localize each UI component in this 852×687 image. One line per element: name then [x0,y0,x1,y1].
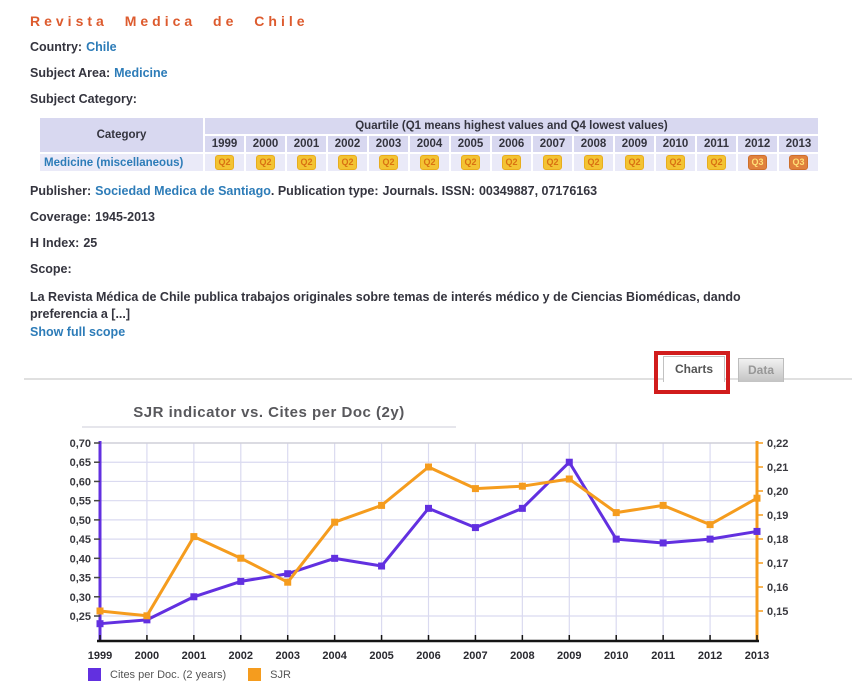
year-header: 2000 [246,136,285,152]
quartile-cell [697,154,736,171]
data-point [754,528,761,535]
quartile-badge: Q2 [707,155,725,170]
data-point [613,509,620,516]
legend-item [88,668,226,681]
quartile-cell [533,154,572,171]
annotation-red-box [654,351,730,394]
data-point [707,536,714,543]
x-axis-tick-label: 2002 [228,650,254,662]
year-header: 1999 [205,136,244,152]
chart-section [0,404,852,681]
x-axis-tick-label: 2010 [603,650,629,662]
publication-type-label: Publication type: [277,184,379,198]
x-axis-tick-label: 2007 [463,650,488,662]
x-axis-tick-label: 2005 [369,650,394,662]
quartile-cell [205,154,244,171]
coverage-value: 1945-2013 [95,210,155,224]
year-header: 2007 [533,136,572,152]
left-axis [70,438,100,641]
data-point [566,476,573,483]
subject-area-label: Subject Area: [30,66,111,80]
data-point [331,555,338,562]
data-point [707,521,714,528]
scope-row [30,262,852,277]
legend-label: Cites per Doc. (2 years) [110,668,227,681]
tab-charts[interactable]: Charts [663,356,725,382]
publisher-sep: . [270,184,275,198]
data-point [566,459,573,466]
country-row [30,40,852,55]
left-axis-tick-label: 0,65 [69,457,91,470]
h-index-label: H Index: [30,236,80,250]
chart-legend [88,668,852,681]
legend-swatch [248,668,261,681]
data-point [472,485,479,492]
quartile-cell [656,154,695,171]
data-point [331,519,338,526]
data-point [754,495,761,502]
left-axis-tick-label: 0,30 [69,591,91,604]
left-axis-tick-label: 0,60 [69,476,91,489]
subject-category-label: Subject Category: [30,92,137,106]
right-axis-tick-label: 0,18 [767,534,789,546]
subject-category-row [30,92,852,107]
right-axis-tick-label: 0,19 [767,510,789,522]
h-index-value: 25 [83,236,98,250]
data-point [97,620,104,627]
quartile-cell [369,154,408,171]
publisher-row [30,184,852,199]
x-axis-tick-label: 2006 [416,650,441,662]
data-point [425,505,432,512]
right-axis-tick-label: 0,21 [767,462,789,474]
quartile-badge: Q2 [297,155,315,170]
chart-title: SJR indicator vs. Cites per Doc (2y) [82,404,456,428]
data-point [660,539,667,546]
quartile-badge: Q2 [625,155,643,170]
right-axis-tick-label: 0,15 [767,606,789,618]
category-column-header: Category [40,118,203,152]
data-point [425,464,432,471]
quartile-badge: Q3 [789,155,807,170]
quartile-cell [492,154,531,171]
year-header: 2006 [492,136,531,152]
x-axis-tick-label: 2009 [557,650,582,662]
quartile-cell [615,154,654,171]
journal-title: Revista Medica de Chile [30,13,309,29]
quartile-badge: Q2 [379,155,397,170]
x-axis-tick-label: 2012 [697,650,723,662]
legend-item [248,668,291,681]
right-axis-tick-label: 0,20 [767,486,789,498]
show-full-scope-link[interactable]: Show full scope [30,325,126,339]
year-header: 2005 [451,136,490,152]
issn-label: ISSN: [441,184,475,198]
quartile-cell [328,154,367,171]
year-header: 2002 [328,136,367,152]
left-axis-tick-label: 0,55 [69,495,91,508]
publisher-label: Publisher: [30,184,92,198]
quartile-cell [574,154,613,171]
data-point [237,578,244,585]
x-axis-tick-label: 2008 [510,650,535,662]
x-axis-tick-label: 1999 [87,650,113,662]
data-point [284,579,291,586]
issn-value: 00349887, 07176163 [478,184,598,198]
coverage-row [30,210,852,225]
data-point [660,502,667,509]
left-axis-tick-label: 0,40 [69,553,91,566]
quartile-cell [287,154,326,171]
data-point [97,608,104,615]
x-axis [88,635,769,662]
left-axis-tick-label: 0,50 [69,514,91,527]
country-link[interactable]: Chile [86,40,117,54]
quartile-cell [738,154,777,171]
data-point [378,502,385,509]
quartile-badge: Q2 [420,155,438,170]
x-axis-tick-label: 2004 [322,650,347,662]
scope-text: La Revista Médica de Chile publica trabajos originales sobre temas de interés médico y de Ciencias Biomédicas, dando preferencia a [...] [30,290,741,321]
data-point [284,570,291,577]
publisher-link[interactable]: Sociedad Medica de Santiago [95,184,271,198]
data-point [519,505,526,512]
data-point [613,536,620,543]
quartile-badge: Q2 [543,155,561,170]
table-row [40,154,818,171]
data-point [378,563,385,570]
year-header: 2012 [738,136,777,152]
right-axis-tick-label: 0,17 [767,558,789,570]
quartile-cell [779,154,818,171]
quartile-badge: Q2 [215,155,233,170]
data-point [472,524,479,531]
quartile-badge: Q2 [666,155,684,170]
year-header: 2010 [656,136,695,152]
year-header: 2009 [615,136,654,152]
left-axis-tick-label: 0,70 [69,438,91,450]
subject-area-link[interactable]: Medicine [114,66,168,80]
quartile-table [38,116,820,173]
tab-bar [24,354,852,380]
year-header: 2011 [697,136,736,152]
x-axis-tick-label: 2013 [744,650,770,662]
quartile-badge: Q2 [256,155,274,170]
year-header: 2008 [574,136,613,152]
year-header: 2004 [410,136,449,152]
coverage-label: Coverage: [30,210,92,224]
x-axis-tick-label: 2001 [181,650,207,662]
year-header: 2003 [369,136,408,152]
left-axis-tick-label: 0,35 [69,572,91,585]
quartile-badge: Q2 [338,155,356,170]
tab-data[interactable]: Data [738,358,784,382]
country-label: Country: [30,40,83,54]
year-header: 2013 [779,136,818,152]
quartile-cell [451,154,490,171]
data-point [237,555,244,562]
legend-label: SJR [270,668,291,681]
data-point [190,533,197,540]
sjr-chart-svg [0,428,852,674]
left-axis-tick-label: 0,45 [69,534,91,547]
year-header: 2001 [287,136,326,152]
x-axis-tick-label: 2000 [134,650,160,662]
subject-area-row [30,66,852,81]
left-axis-tick-label: 0,25 [69,611,91,623]
publication-type-value: Journals. [382,184,439,198]
quartile-badge: Q2 [461,155,479,170]
quartile-badge: Q2 [502,155,520,170]
scope-label: Scope: [30,262,72,276]
x-axis-tick-label: 2011 [651,650,676,662]
right-axis-tick-label: 0,16 [767,582,789,594]
right-axis [757,438,788,641]
data-point [519,483,526,490]
quartile-column-header: Quartile (Q1 means highest values and Q4 lowest values) [205,118,818,134]
quartile-badge: Q2 [584,155,602,170]
legend-swatch [88,668,101,681]
quartile-cell [246,154,285,171]
quartile-cell [410,154,449,171]
quartile-badge: Q3 [748,155,766,170]
category-link[interactable]: Medicine (miscellaneous) [44,156,184,169]
data-point [143,612,150,619]
data-point [190,593,197,600]
right-axis-tick-label: 0,22 [767,438,789,450]
x-axis-tick-label: 2003 [275,650,300,662]
h-index-row [30,236,852,251]
